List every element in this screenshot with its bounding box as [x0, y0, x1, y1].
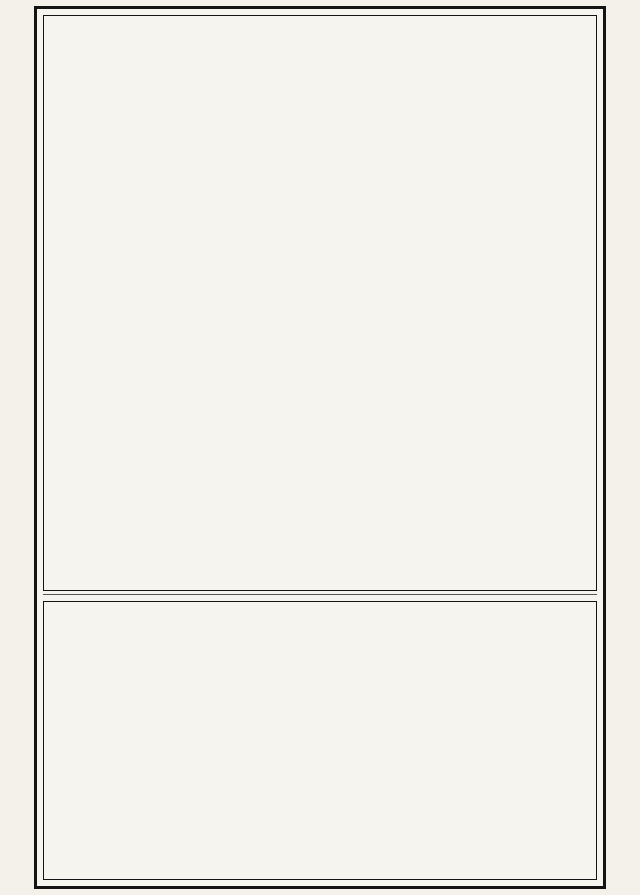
- right-margin: [612, 40, 638, 855]
- left-margin-title: [2, 40, 28, 855]
- bottom-register: [43, 601, 597, 880]
- register-divider: [43, 594, 597, 595]
- page-frame: [34, 6, 606, 889]
- top-register: [43, 15, 597, 591]
